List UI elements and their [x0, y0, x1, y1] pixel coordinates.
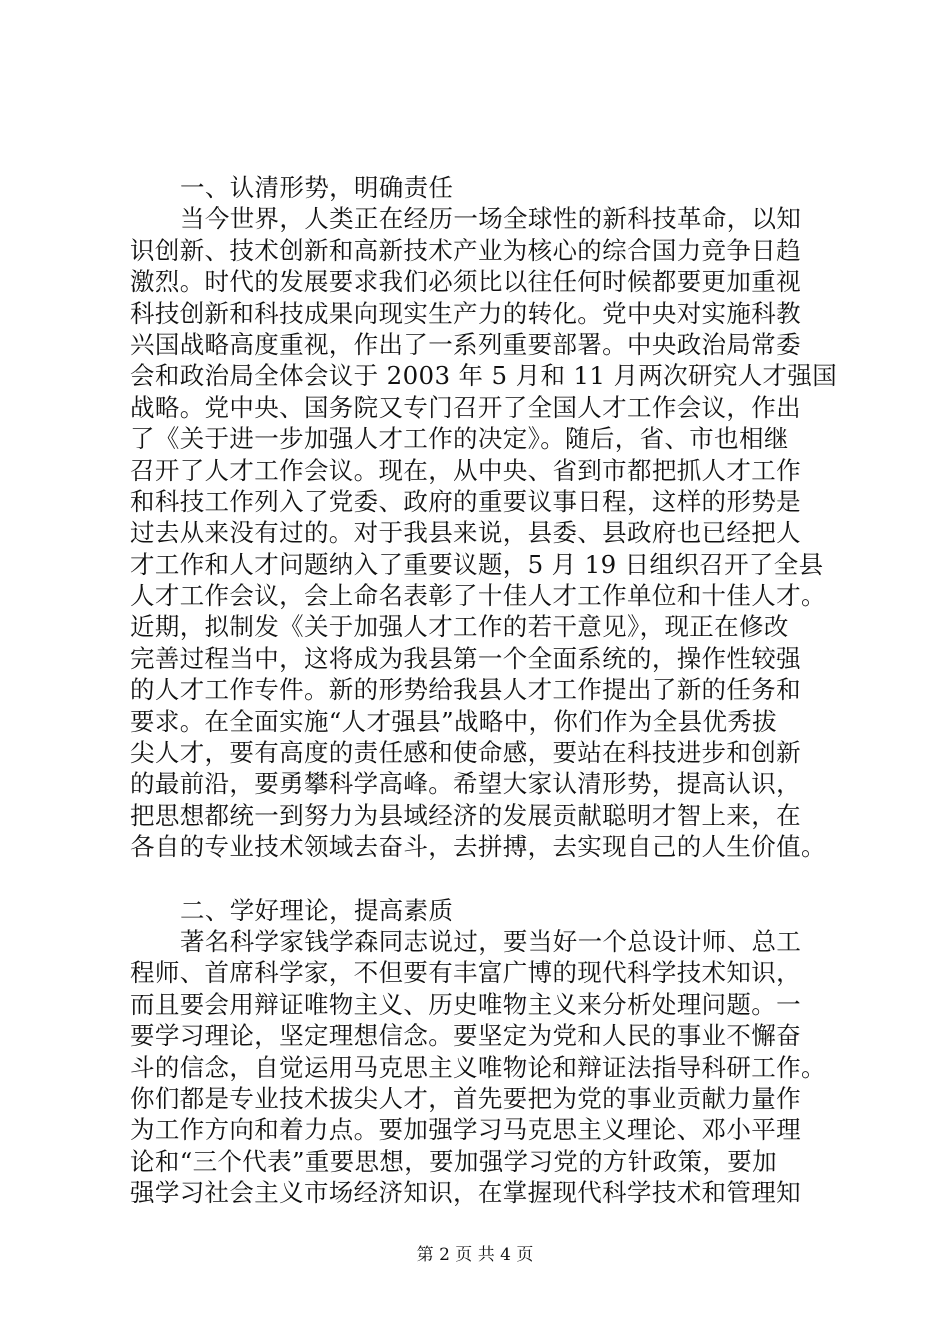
paragraph-line: 论和“三个代表”重要思想，要加强学习党的方针政策，要加 — [130, 1146, 777, 1176]
paragraph-line: 的最前沿，要勇攀科学高峰。希望大家认清形势，提高认识， — [130, 769, 801, 799]
paragraph-line: 完善过程当中，这将成为我县第一个全面系统的，操作性较强 — [130, 643, 801, 673]
paragraph-line: 各自的专业技术领域去奋斗，去拼搏，去实现自己的人生价值。 — [130, 832, 826, 862]
paragraph-line: 战略。党中央、国务院又专门召开了全国人才工作会议，作出 — [130, 392, 801, 422]
section-heading-2: 二、学好理论，提高素质 — [180, 895, 454, 925]
paragraph-line: 强学习社会主义市场经济知识，在掌握现代科学技术和管理知 — [130, 1178, 801, 1208]
paragraph-line: 人才工作会议，会上命名表彰了十佳人才工作单位和十佳人才。 — [130, 581, 826, 611]
paragraph-line: 当今世界，人类正在经历一场全球性的新科技革命，以知 — [180, 204, 802, 234]
paragraph-line: 程师、首席科学家，不但要有丰富广博的现代科学技术知识， — [130, 958, 801, 988]
paragraph-line: 把思想都统一到努力为县域经济的发展贡献聪明才智上来，在 — [130, 800, 801, 830]
paragraph-line: 你们都是专业技术拔尖人才，首先要把为党的事业贡献力量作 — [130, 1083, 801, 1113]
paragraph-line: 兴国战略高度重视，作出了一系列重要部署。中央政治局常委 — [130, 329, 801, 359]
paragraph-line: 为工作方向和着力点。要加强学习马克思主义理论、邓小平理 — [130, 1115, 801, 1145]
section-heading-1: 一、认清形势，明确责任 — [180, 173, 454, 202]
section-spacer — [130, 863, 845, 895]
paragraph-line: 科技创新和科技成果向现实生产力的转化。党中央对实施科教 — [130, 298, 801, 328]
paragraph-line: 近期，拟制发《关于加强人才工作的若干意见》，现正在修改 — [130, 612, 789, 642]
document-body — [130, 172, 845, 1209]
paragraph-line: 才工作和人才问题纳入了重要议题，5 月 19 日组织召开了全县 — [130, 549, 824, 579]
paragraph-line: 尖人才，要有高度的责任感和使命感，要站在科技进步和创新 — [130, 738, 801, 768]
paragraph-line: 著名科学家钱学森同志说过，要当好一个总设计师、总工 — [180, 926, 802, 956]
paragraph-line: 要求。在全面实施“人才强县”战略中，你们作为全县优秀拔 — [130, 706, 777, 736]
paragraph-line: 激烈。时代的发展要求我们必须比以往任何时候都要更加重视 — [130, 267, 801, 297]
paragraph-line: 和科技工作列入了党委、政府的重要议事日程，这样的形势是 — [130, 486, 801, 516]
paragraph-line: 要学习理论，坚定理想信念。要坚定为党和人民的事业不懈奋 — [130, 1021, 801, 1051]
paragraph-line: 而且要会用辩证唯物主义、历史唯物主义来分析处理问题。一 — [130, 989, 801, 1019]
paragraph-line: 斗的信念，自觉运用马克思主义唯物论和辩证法指导科研工作。 — [130, 1052, 826, 1082]
paragraph-line: 识创新、技术创新和高新技术产业为核心的综合国力竞争日趋 — [130, 235, 801, 265]
paragraph-line: 了《关于进一步加强人才工作的决定》。随后，省、市也相继 — [130, 424, 789, 454]
paragraph-line: 过去从来没有过的。对于我县来说，县委、县政府也已经把人 — [130, 518, 801, 548]
paragraph-line: 会和政治局全体会议于 2003 年 5 月和 11 月两次研究人才强国 — [130, 361, 838, 391]
paragraph-line: 召开了人才工作会议。现在，从中央、省到市都把抓人才工作 — [130, 455, 801, 485]
paragraph-line: 的人才工作专件。新的形势给我县人才工作提出了新的任务和 — [130, 675, 801, 705]
page-number-footer: 第 2 页 共 4 页 — [416, 1245, 534, 1265]
